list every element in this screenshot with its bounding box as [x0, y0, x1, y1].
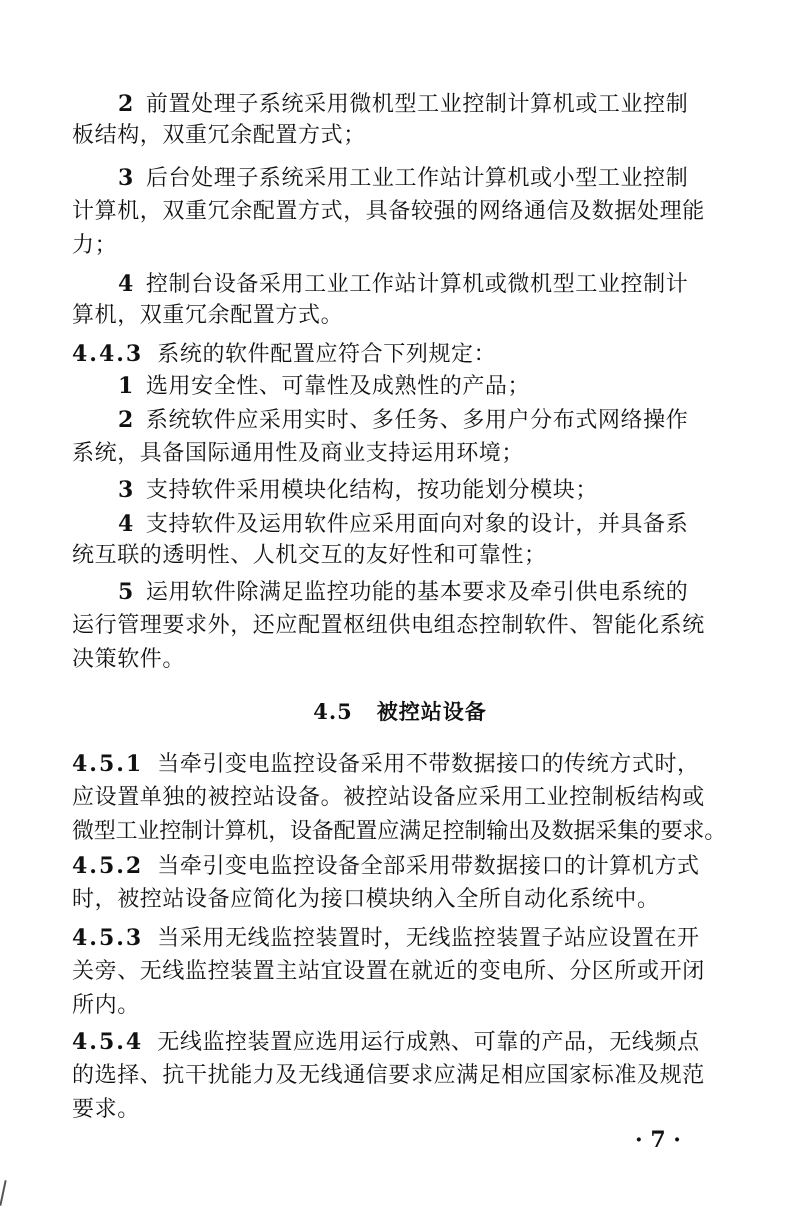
section-title: 被控站设备 — [376, 699, 487, 724]
list-item-2-line-1: 2 前置处理子系统采用微机型工业控制计算机或工业控制 — [118, 91, 689, 117]
page-number: · 7 · — [635, 1127, 681, 1153]
list-item-3-line-2: 计算机，双重冗余配置方式，具备较强的网络通信及数据处理能 — [72, 199, 705, 224]
clause-4-5-2-line-2: 时，被控站设备应简化为接口模块纳入全所自动化系统中。 — [72, 887, 660, 912]
section-number: 4.5 — [313, 699, 353, 724]
clause-4-5-4-line-3: 要求。 — [72, 1097, 140, 1122]
clause-number: 4.5.2 — [72, 853, 144, 879]
software-item-5-line-2: 运行管理要求外，还应配置枢纽供电组态控制软件、智能化系统 — [72, 613, 705, 638]
software-item-5-line-1: 5 运用软件除满足监控功能的基本要求及牵引供电系统的 — [118, 579, 689, 605]
clause-4-5-3-line-2: 关旁、无线监控装置主站宜设置在就近的变电所、分区所或开闭 — [72, 959, 705, 984]
item-number: 3 — [118, 165, 134, 191]
item-number: 5 — [118, 579, 134, 605]
list-item-4-line-1: 4 控制台设备采用工业工作站计算机或微机型工业控制计 — [118, 271, 689, 297]
clause-number: 4.5.4 — [72, 1029, 144, 1055]
item-number: 2 — [118, 91, 134, 117]
list-item-3-line-3: 力； — [72, 233, 118, 258]
clause-4-5-1-line-2: 应设置单独的被控站设备。被控站设备应采用工业控制板结构或 — [72, 785, 705, 810]
list-item-3-line-1: 3 后台处理子系统采用工业工作站计算机或小型工业控制 — [118, 165, 689, 191]
scan-edge-mark — [0, 1180, 7, 1206]
item-number: 1 — [118, 373, 134, 399]
clause-number: 4.4.3 — [72, 341, 144, 367]
clause-4-5-3-line-1: 4.5.3 当采用无线监控装置时，无线监控装置子站应设置在开 — [72, 925, 700, 951]
clause-4-5-4-line-1: 4.5.4 无线监控装置应选用运行成熟、可靠的产品，无线频点 — [72, 1029, 700, 1055]
item-number: 4 — [118, 511, 134, 537]
software-item-4-line-2: 统互联的透明性、人机交互的友好性和可靠性； — [72, 543, 547, 568]
clause-4-5-3-line-3: 所内。 — [72, 993, 140, 1018]
item-number: 4 — [118, 271, 134, 297]
clause-4-5-1-line-3: 微型工业控制计算机，设备配置应满足控制输出及数据采集的要求。 — [72, 819, 727, 844]
clause-4-5-2-line-1: 4.5.2 当牵引变电监控设备全部采用带数据接口的计算机方式 — [72, 853, 700, 879]
software-item-1: 1 选用安全性、可靠性及成熟性的产品； — [118, 373, 531, 399]
clause-number: 4.5.1 — [72, 751, 144, 777]
software-item-5-line-3: 决策软件。 — [72, 647, 186, 672]
software-item-2-line-2: 系统，具备国际通用性及商业支持运用环境； — [72, 441, 525, 466]
list-item-4-line-2: 算机，双重冗余配置方式。 — [72, 303, 344, 328]
clause-4-5-4-line-2: 的选择、抗干扰能力及无线通信要求应满足相应国家标准及规范 — [72, 1063, 705, 1088]
software-item-3: 3 支持软件采用模块化结构，按功能划分模块； — [118, 477, 598, 503]
software-item-2-line-1: 2 系统软件应采用实时、多任务、多用户分布式网络操作 — [118, 407, 689, 433]
list-item-2-line-2: 板结构，双重冗余配置方式； — [72, 123, 366, 148]
section-heading-4-5 — [0, 698, 800, 726]
clause-4-5-1-line-1: 4.5.1 当牵引变电监控设备采用不带数据接口的传统方式时， — [72, 751, 700, 777]
software-item-4-line-1: 4 支持软件及运用软件应采用面向对象的设计，并具备系 — [118, 511, 689, 537]
clause-4-4-3: 4.4.3 系统的软件配置应符合下列规定： — [72, 341, 497, 367]
clause-number: 4.5.3 — [72, 925, 144, 951]
item-number: 3 — [118, 477, 134, 503]
item-number: 2 — [118, 407, 134, 433]
